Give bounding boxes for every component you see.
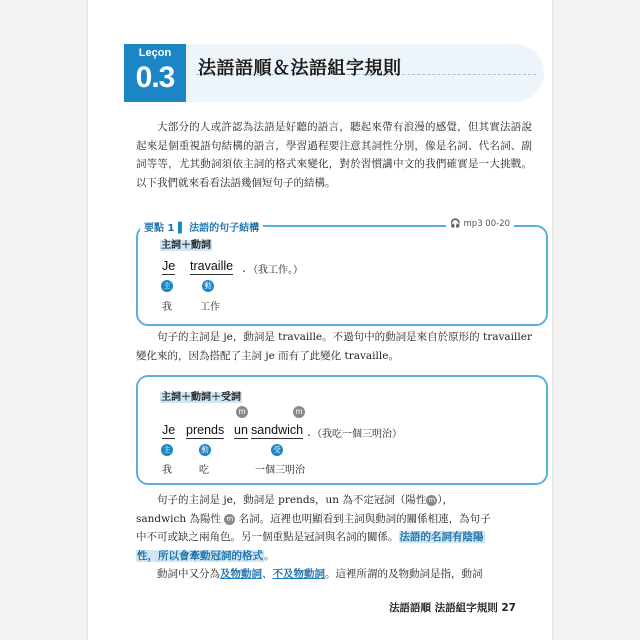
audio-track[interactable] xyxy=(446,219,514,229)
point1-period: . xyxy=(242,261,246,275)
subject-badge: 主 xyxy=(161,280,173,292)
point2-translation: （我吃一個三明治） xyxy=(312,429,402,440)
paragraph-2-text: 句子的主詞是 je，動詞是 travaille。不過句中的動詞是來自於原形的 travailler 變化來的，因為搭配了主詞 je 而有了此變化 travaille。 xyxy=(136,331,532,362)
gloss-un-sandwich: 一個三明治 xyxy=(255,465,305,476)
word-travaille: travaille xyxy=(190,259,234,273)
point1-translation: （我工作。） xyxy=(248,265,303,276)
lesson-title: 法語語順＆法語組字規則 xyxy=(198,58,402,79)
masculine-badge: m xyxy=(236,406,248,418)
term-intransitive-verb: 不及物動詞 xyxy=(272,568,325,580)
word-prends: prends xyxy=(186,423,225,437)
lesson-word: Leçon xyxy=(138,47,172,59)
masculine-badge: m xyxy=(426,495,437,506)
term-transitive-verb: 及物動詞 xyxy=(220,568,262,580)
point1-label-text: 法語的句子結構 xyxy=(189,223,260,234)
point1-label-prefix: 要點 1 xyxy=(144,223,175,234)
verb-badge: 動 xyxy=(202,280,214,292)
headphones-icon: 🎧 xyxy=(450,219,461,229)
masculine-badge: m xyxy=(224,514,235,525)
paragraph-2 xyxy=(136,328,532,365)
paragraph-3-line-1: 句子的主詞是 je，動詞是 prends，un 為不定冠詞（陽性 m ）， xyxy=(157,494,454,506)
masculine-badge: m xyxy=(293,406,305,418)
object-badge: 受 xyxy=(271,444,283,456)
book-page xyxy=(88,0,552,640)
point1-label xyxy=(140,219,263,234)
highlight-gender-rule-cont: 性，所以會牽動冠詞的格式 xyxy=(137,549,263,562)
paragraph-3-line-5: 動詞中又分為及物動詞、不及物動詞。這裡所謂的及物動詞是指，動詞 xyxy=(157,568,483,580)
audio-track-label: mp3 00-20 xyxy=(463,219,510,229)
intro-paragraph xyxy=(136,118,532,192)
point2-period: . xyxy=(307,425,311,439)
lesson-number: 0.3 xyxy=(135,61,175,94)
page-footer: 法語語順 法語組字規則 27 xyxy=(389,602,516,614)
paragraph-3 xyxy=(136,491,532,584)
paragraph-3-line-2: sandwich 為陽性 m 名詞。這裡也明顯看到主詞與動詞的關係相連，為句子 xyxy=(136,512,491,525)
point1-structure: 主詞＋動詞 xyxy=(161,240,211,251)
subject-badge: 主 xyxy=(161,444,173,456)
gloss-je: 我 xyxy=(162,465,172,476)
paragraph-3-line-4: 性，所以會牽動冠詞的格式。 xyxy=(137,549,275,562)
gloss-travaille: 工作 xyxy=(200,302,220,313)
word-un: un xyxy=(234,423,248,437)
word-je: Je xyxy=(162,259,176,273)
highlight-gender-rule: 法語的名詞有陰陽 xyxy=(399,531,484,543)
lesson-badge xyxy=(124,44,186,102)
point2-structure: 主詞＋動詞＋受詞 xyxy=(161,392,241,403)
word-je: Je xyxy=(162,423,176,437)
word-sandwich: sandwich xyxy=(251,423,304,437)
lesson-header xyxy=(124,44,544,102)
point1-separator: ▌ xyxy=(177,223,190,234)
paragraph-3-line-3: 中不可或缺之兩角色。另一個重點是冠詞與名詞的關係。法語的名詞有陰陽 xyxy=(136,531,484,543)
verb-badge: 動 xyxy=(199,444,211,456)
intro-text: 大部分的人或許認為法語是好聽的語言，聽起來帶有浪漫的感覺，但其實法語說起來是個重視語句結構的語言，學習過程要注意其詞性分別，像是名詞、代名詞、副詞等等，尤其動詞須依主詞的格式來變化，對於習慣講中文的我們確實是一大挑戰。以下我們就來看看法語幾個短句子的結構。 xyxy=(136,121,532,189)
gloss-je: 我 xyxy=(162,302,172,313)
gloss-prends: 吃 xyxy=(199,465,209,476)
